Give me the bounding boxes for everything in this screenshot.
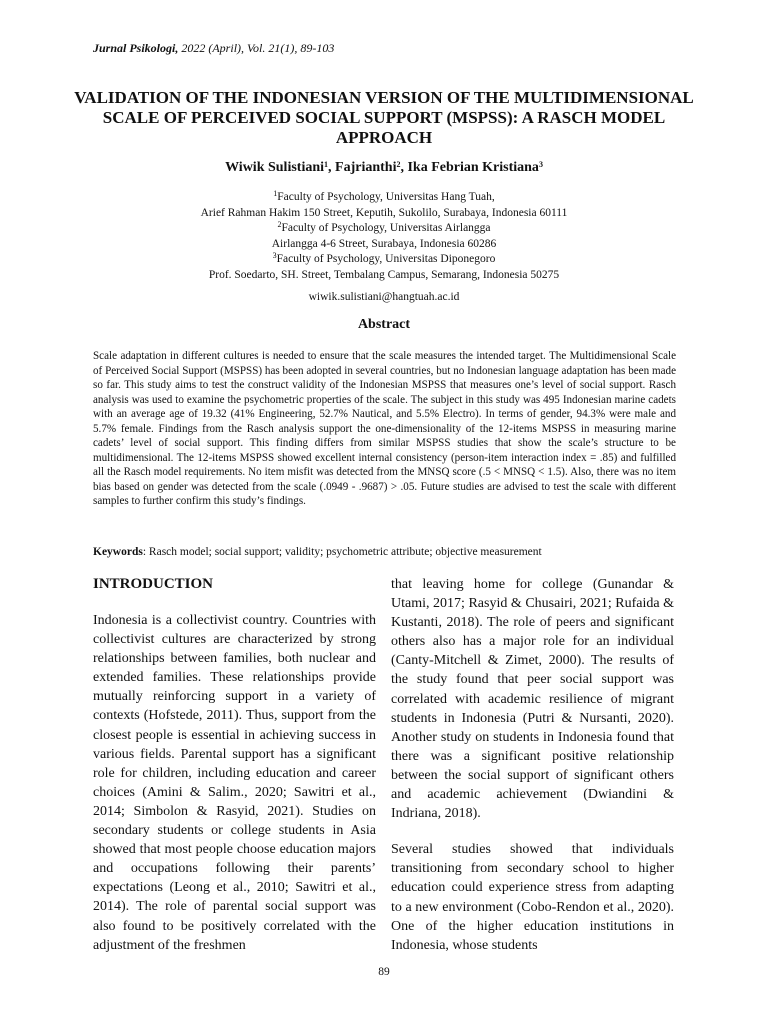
affiliation-line — [60, 237, 708, 253]
body-paragraph: Indonesia is a collectivist country. Countries with collectivist cultures are characterized by strong relationships between families, both nuclear and extended families. These relationships provide mutually reinforcing support in a variety of contexts (Hofstede, 2011). Thus, support from the closest people is essential in achieving success in various fields. Parental support has a significant role for children, including education and career choices (Amini & Salim., 2020; Sawitri et al., 2014; Simbolon & Rasyid, 2021). Studies on secondary students or college students in Asia showed that most people choose education majors and occupations following their parents’ expectations (Leong et al., 2010; Sawitri et al., 2014). The role of parental social support was also found to be positively correlated with the adjustment of the freshmen — [93, 613, 376, 953]
body-paragraph: that leaving home for college (Gunandar & Utami, 2017; Rasyid & Chusairi, 2021; Rufaida & Kustanti, 2018). The role of peers and significant others also has a major role for an individual (Canty-Mitchell & Zimet, 2000). The results of the study found that peer social support was correlated with academic resilience of migrant students in Indonesia (Putri & Nursanti, 2020). Another study on students in Indonesia found that there was a significant positive relationship between the social support of significant others and academic achievement (Dwiandini & Indriana, 2018). — [391, 577, 674, 822]
author-superscript: 3 — [538, 160, 543, 169]
affiliation-line — [60, 268, 708, 284]
section-heading-introduction: INTRODUCTION — [93, 576, 214, 592]
author-name: Ika Febrian Kristiana — [407, 160, 539, 175]
affiliation-text: Faculty of Psychology, Universitas Hang Tuah, — [277, 191, 495, 203]
author-name: Fajrianthi — [335, 160, 397, 175]
journal-header — [93, 41, 334, 56]
paper-title: VALIDATION OF THE INDONESIAN VERSION OF THE MULTIDIMENSIONAL SCALE OF PERCEIVED SOCIAL SUPPORT (MSPSS): A RASCH MODEL APPROACH — [74, 88, 694, 147]
affiliation-text: Airlangga 4-6 Street, Surabaya, Indonesia 60286 — [271, 237, 497, 250]
affiliation-superscript: 1 — [273, 189, 278, 198]
author-superscript: 2 — [396, 160, 401, 169]
keywords-text: : Rasch model; social support; validity; psychometric attribute; objective measurement — [142, 546, 542, 558]
journal-name: Jurnal Psikologi, — [93, 41, 179, 55]
affiliation-text: Arief Rahman Hakim 150 Street, Keputih, Sukolilo, Surabaya, Indonesia 60111 — [200, 206, 568, 219]
keywords-label: Keywords — [93, 546, 143, 558]
abstract-heading: Abstract — [357, 317, 411, 332]
affiliation-superscript: 3 — [272, 251, 277, 261]
affiliations — [60, 190, 708, 284]
journal-info: 2022 (April), Vol. 21(1), 89-103 — [178, 41, 335, 55]
affiliation-line — [60, 252, 708, 268]
author-list — [60, 159, 708, 177]
author-superscript: 1 — [324, 160, 329, 169]
affiliation-line — [60, 206, 708, 222]
author-separator: , — [400, 160, 408, 175]
body-paragraph: Several studies showed that individuals transitioning from secondary school to higher education could experience stress from adapting to a new environment (Cobo-Rendon et al., 2020). One of the higher education institutions in Indonesia, whose students — [391, 842, 674, 953]
author-name: Wiwik Sulistiani — [225, 160, 325, 175]
affiliation-line — [60, 221, 708, 237]
affiliation-line — [60, 190, 708, 206]
affiliation-text: Faculty of Psychology, Universitas Airlangga — [281, 222, 491, 235]
affiliation-text: Prof. Soedarto, SH. Street, Tembalang Campus, Semarang, Indonesia 50275 — [208, 268, 560, 281]
author-separator: , — [328, 160, 336, 175]
left-column — [93, 575, 376, 972]
author-email: wiwik.sulistiani@hangtuah.ac.id — [308, 291, 460, 303]
keywords — [93, 545, 676, 560]
abstract-text: Scale adaptation in different cultures is needed to ensure that the scale measures the intended target. The Multidimensional Scale of Perceived Social Support (MSPSS) has been adopted in several countries, but no Indonesian language adaptation has been made so far. This study aims to test the construct validity of the Indonesian MSPSS that measures one’s level of social support. Rasch analysis was used to examine the psychometric properties of the scale. The subject in this study was 495 Indonesian marine cadets with an average age of 19.32 (41% Engineering, 52.7% Nautical, and 5.5% Electro). In terms of gender, 94.3% were male and 5.7% female. Findings from the Rasch analysis support the one-dimensionality of the 12-items MSPSS in measuring marine cadets’ level of social support. This finding differs from similar MSPSS studies that show the scale’s structure to be multidimensional. The 12-items MSPSS showed excellent internal consistency (person-item interaction index = .85) and fulfilled all the Rasch model requirements. No item misfit was detected from the MNSQ score (.5 < MNSQ < 1.5). Also, there was no item bias based on gender was detected from the scale (.0949 - .9687) > .05. Future studies are advised to test the scale with different samples to further confirm this study’s findings. — [93, 350, 676, 507]
page-number: 89 — [378, 966, 390, 978]
affiliation-superscript: 2 — [277, 220, 282, 230]
right-column — [391, 575, 674, 972]
affiliation-text: Faculty of Psychology, Universitas Diponegoro — [276, 253, 496, 266]
